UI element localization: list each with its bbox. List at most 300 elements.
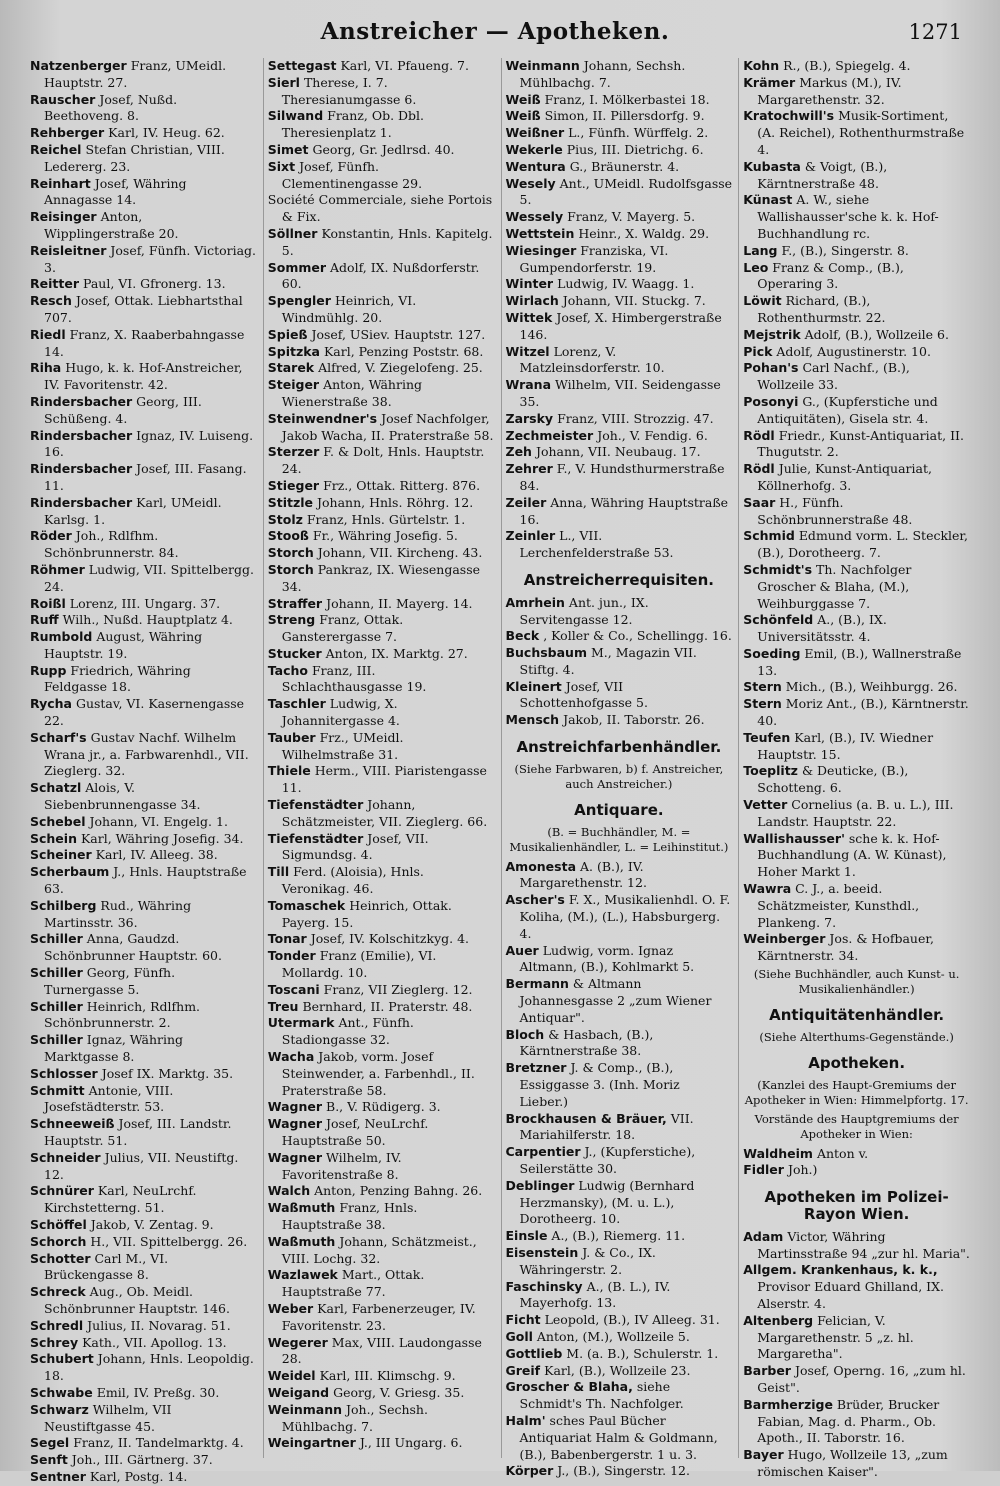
- entry-details: Johann, VII. Kircheng. 43.: [317, 545, 483, 561]
- entry-details: Josef, VII Schottenhofgasse 5.: [519, 678, 648, 711]
- entry-name: Riedl: [30, 326, 66, 342]
- directory-entry: [268, 1234, 495, 1268]
- entry-details: Josef, Nußd. Beethoveng. 8.: [44, 91, 178, 124]
- directory-entry: [30, 243, 257, 277]
- entry-details: J., (B.), Singerstr. 12.: [557, 1463, 690, 1479]
- directory-entry: [30, 629, 257, 663]
- directory-entry: [506, 276, 733, 293]
- entry-details: Fr., Währing Josefig. 5.: [312, 528, 458, 544]
- entry-name: Schmid: [743, 528, 795, 544]
- entry-name: Waldheim: [743, 1145, 813, 1161]
- entry-details: Karl, (B.), IV. Wiedner Hauptstr. 15.: [757, 729, 934, 762]
- entry-name: Barmherzige: [743, 1396, 833, 1412]
- section-note: (Kanzlei des Haupt-Gremiums der Apotheker in Wien: Himmelpfortg. 17.: [744, 1077, 969, 1107]
- entry-name: Ascher's: [505, 892, 565, 908]
- entry-name: Wesely: [505, 175, 556, 191]
- directory-entry: [743, 394, 970, 428]
- directory-entry: [268, 612, 495, 646]
- entry-name: Rauscher: [30, 91, 96, 107]
- directory-entry: [506, 461, 733, 495]
- directory-entry: [268, 596, 495, 613]
- columns: [30, 58, 970, 1484]
- entry-name: Walch: [267, 1183, 311, 1199]
- directory-entry: [743, 881, 970, 931]
- entry-details: Bernhard, II. Praterstr. 48.: [302, 998, 473, 1014]
- directory-entry: [30, 612, 257, 629]
- entry-name: Wagner: [267, 1099, 323, 1115]
- entry-details: Josef Nachfolger, Jakob Wacha, II. Praterstraße 58.: [281, 410, 494, 443]
- entry-name: Waßmuth: [267, 1200, 336, 1216]
- entry-details: Ludwig, VII. Spittelbergg. 24.: [44, 561, 254, 594]
- entry-name: Tacho: [267, 662, 308, 678]
- entry-name: Groscher & Blaha,: [505, 1379, 633, 1395]
- directory-entry: [743, 1162, 970, 1179]
- entry-name: Weber: [267, 1300, 314, 1316]
- entry-name: Schwabe: [30, 1384, 93, 1400]
- directory-entry: [743, 260, 970, 294]
- entry-name: Pohan's: [743, 360, 799, 376]
- directory-entry: [268, 495, 495, 512]
- entry-details: Anton v.: [816, 1145, 869, 1161]
- directory-entry: [743, 159, 970, 193]
- entry-name: Weigand: [267, 1384, 330, 1400]
- entry-name: Rindersbacher: [30, 461, 133, 477]
- directory-entry: [30, 1385, 257, 1402]
- entry-details: Ant., Fünfh. Stadiongasse 32.: [281, 1015, 414, 1048]
- entry-name: Toeplitz: [743, 763, 798, 779]
- entry-name: Ficht: [505, 1312, 541, 1328]
- entry-name: Sentner: [30, 1468, 86, 1484]
- entry-name: Tomaschek: [267, 897, 346, 913]
- entry-details: Heinrich, VI. Windmühlg. 20.: [281, 293, 417, 325]
- directory-entry: [268, 797, 495, 831]
- directory-entry: [268, 159, 495, 193]
- entry-name: Stolz: [267, 511, 303, 527]
- entry-name: Witzel: [505, 343, 550, 359]
- entry-details: Anna, Währing Hauptstraße 16.: [519, 494, 729, 527]
- directory-entry: [743, 1229, 970, 1263]
- entry-details: , Koller & Co., Schellingg. 16.: [543, 628, 732, 644]
- entry-name: Vetter: [743, 797, 788, 813]
- entry-name: Saar: [743, 494, 776, 510]
- column-1: [30, 58, 257, 1484]
- entry-name: Greif: [505, 1362, 541, 1378]
- entry-details: Joh., Rdlfhm. Schönbrunnerstr. 84.: [44, 528, 179, 561]
- entry-name: Bayer: [743, 1447, 784, 1463]
- entry-name: Spitzka: [267, 343, 320, 359]
- directory-entry: [268, 293, 495, 327]
- entry-details: Konstantin, Hnls. Kapitelg. 5.: [281, 225, 493, 258]
- directory-entry: [30, 1183, 257, 1217]
- directory-entry: [743, 679, 970, 696]
- directory-entry: [30, 696, 257, 730]
- entry-details: J. & Comp., (B.), Essiggasse 3. (Inh. Moriz Lieber.): [519, 1060, 680, 1109]
- directory-entry: [743, 192, 970, 242]
- entry-details: J., III Ungarg. 6.: [359, 1435, 463, 1451]
- directory-entry: [268, 1301, 495, 1335]
- entry-details: Hugo, Wollzeile 13, „zum römischen Kaiser".: [757, 1447, 948, 1479]
- entry-name: Allgem. Krankenhaus, k. k.,: [743, 1262, 938, 1278]
- entry-name: Wentura: [505, 158, 566, 174]
- entry-name: Tonar: [267, 931, 307, 947]
- entry-details: Ludwig (Bernhard Herzmansky), (M. u. L.), Dorotheerg. 10.: [519, 1177, 695, 1227]
- entry-details: Franz, III. Schlachthausgasse 19.: [281, 662, 427, 695]
- entry-name: Schebel: [30, 813, 86, 829]
- entry-details: Musik-Sortiment, (A. Reichel), Rothenthurmstraße 4.: [757, 108, 965, 157]
- entry-details: Johann, Hnls. Röhrg. 12.: [317, 494, 474, 510]
- entry-name: Schredl: [30, 1317, 84, 1333]
- entry-details: Josef, IV. Kolschitzkyg. 4.: [310, 931, 470, 947]
- entry-details: Ignaz, Währing Marktgasse 8.: [44, 1032, 184, 1065]
- entry-name: Stitzle: [267, 494, 314, 510]
- entry-details: & Voigt, (B.), Kärntnerstraße 48.: [757, 158, 888, 191]
- directory-entry: [268, 948, 495, 982]
- entry-name: Schönfeld: [743, 612, 814, 628]
- entry-name: Einsle: [505, 1228, 548, 1244]
- entry-details: Richard, (B.), Rothenthurmstr. 22.: [757, 293, 886, 325]
- entry-name: Schorch: [30, 1233, 87, 1249]
- entry-details: Karl, III. Klimschg. 9.: [319, 1368, 456, 1384]
- page-number: 1271: [908, 20, 962, 44]
- entry-details: Franz, UMeidl. Hauptstr. 27.: [44, 58, 227, 90]
- directory-entry: [268, 226, 495, 260]
- entry-name: Treu: [267, 998, 299, 1014]
- directory-entry: [506, 712, 733, 729]
- entry-name: Storch: [267, 545, 314, 561]
- entry-name: Rehberger: [30, 125, 105, 141]
- section-note: (Siehe Buchhändler, auch Kunst- u. Musikalienhändler.): [753, 967, 960, 997]
- entry-details: Franz, VII Zieglerg. 12.: [323, 981, 473, 997]
- entry-name: Krämer: [743, 74, 796, 90]
- entry-name: Kleinert: [505, 678, 562, 694]
- entry-name: Kohn: [743, 58, 780, 73]
- directory-entry: [268, 58, 495, 75]
- entry-details: Josef, NeuLrchf. Hauptstraße 50.: [281, 1116, 429, 1148]
- directory-entry: [743, 108, 970, 158]
- directory-entry: [506, 428, 733, 445]
- directory-entry: [506, 1413, 733, 1463]
- entry-name: Schiller: [30, 998, 83, 1014]
- entry-details: Antonie, VIII. Josefstädterstr. 53.: [44, 1082, 174, 1115]
- entry-name: Schubert: [30, 1351, 94, 1367]
- entry-name: Kubasta: [743, 158, 801, 174]
- directory-entry: [743, 612, 970, 646]
- entry-details: Franz, VIII. Strozzig. 47.: [557, 410, 714, 426]
- entry-details: Karl, (B.), Wollzeile 23.: [544, 1362, 691, 1378]
- directory-entry: [506, 892, 733, 942]
- directory-entry: [506, 1329, 733, 1346]
- entry-details: Kath., VII. Apollog. 13.: [82, 1334, 227, 1350]
- entry-details: Anton, Penzing Bahng. 26.: [314, 1183, 483, 1199]
- entry-details: Aug., Ob. Meidl. Schönbrunner Hauptstr. 146.: [44, 1284, 230, 1316]
- directory-entry: [268, 1267, 495, 1301]
- directory-entry: [506, 344, 733, 378]
- directory-entry: [743, 1447, 970, 1481]
- entry-details: Société Commerciale, siehe Portois & Fix.: [267, 192, 493, 225]
- entry-details: Anton, (M.), Wollzeile 5.: [536, 1328, 690, 1344]
- directory-entry: [30, 1452, 257, 1469]
- entry-name: Stieger: [267, 477, 320, 493]
- directory-entry: [30, 999, 257, 1033]
- entry-details: Franz, I. Mölkerbastei 18.: [544, 91, 710, 107]
- entry-details: A. (B.), IV. Margarethenstr. 12.: [519, 858, 647, 891]
- entry-details: Joh., III. Gärtnerg. 37.: [71, 1452, 213, 1468]
- entry-name: Simet: [267, 141, 309, 157]
- entry-details: Josef, III. Landstr. Hauptstr. 51.: [44, 1116, 232, 1148]
- entry-details: J., (Kupferstiche), Seilerstätte 30.: [519, 1144, 696, 1177]
- directory-entry: [506, 176, 733, 210]
- directory-entry: [506, 1144, 733, 1178]
- entry-name: Auer: [505, 942, 539, 958]
- entry-details: Friedrich, Währing Feldgasse 18.: [44, 662, 191, 695]
- directory-entry: [506, 1379, 733, 1413]
- section-heading: Antiquitätenhändler.: [769, 1006, 945, 1025]
- directory-entry: [743, 58, 970, 75]
- directory-entry: [268, 1015, 495, 1049]
- directory-entry: [743, 730, 970, 764]
- entry-details: F., (B.), Singerstr. 8.: [781, 242, 909, 258]
- entry-details: Julius, VII. Neustiftg. 12.: [44, 1149, 239, 1182]
- entry-details: Karl, Währing Josefig. 34.: [80, 830, 244, 846]
- entry-name: Bermann: [505, 976, 569, 992]
- entry-name: Rödl: [743, 427, 775, 443]
- entry-details: F., V. Hundsthurmerstraße 84.: [519, 461, 725, 493]
- entry-name: Wegerer: [267, 1334, 328, 1350]
- entry-details: Adolf, (B.), Wollzeile 6.: [804, 326, 949, 342]
- entry-details: Markus (M.), IV. Margarethenstr. 32.: [757, 74, 902, 107]
- section-heading: Apotheken.: [808, 1053, 906, 1072]
- entry-details: & Deuticke, (B.), Schotteng. 6.: [757, 763, 909, 796]
- entry-name: Reitter: [30, 276, 79, 292]
- entry-details: Josef, Fünfh. Clementinengasse 29.: [281, 158, 423, 191]
- entry-details: Karl, UMeidl. Karlsg. 1.: [44, 494, 222, 527]
- entry-name: Wettstein: [505, 225, 575, 241]
- entry-details: Emil, IV. Preßg. 30.: [96, 1384, 220, 1400]
- directory-entry: [506, 528, 733, 562]
- directory-entry: [506, 209, 733, 226]
- entry-name: Zeiler: [505, 494, 547, 510]
- directory-entry: [506, 645, 733, 679]
- entry-name: Toscani: [267, 981, 320, 997]
- entry-details: Karl, NeuLrchf. Kirchstetterng. 51.: [44, 1183, 197, 1216]
- entry-name: Schein: [30, 830, 77, 846]
- entry-details: Ludwig, X. Johannitergasse 4.: [281, 696, 400, 729]
- entry-name: Halm': [505, 1412, 546, 1428]
- entry-name: Wekerle: [505, 141, 563, 157]
- directory-entry: [30, 394, 257, 428]
- directory-entry: [30, 1066, 257, 1083]
- entry-name: Weinberger: [743, 931, 826, 947]
- directory-entry: [743, 562, 970, 612]
- entry-name: Settegast: [267, 58, 337, 73]
- directory-entry: [506, 1312, 733, 1329]
- entry-name: Reisinger: [30, 209, 97, 225]
- directory-entry: [743, 1313, 970, 1363]
- entry-details: Heinr., X. Waldg. 29.: [578, 225, 710, 241]
- entry-details: Franz, Hnls. Hauptstraße 38.: [281, 1200, 418, 1232]
- entry-details: Ludwig, vorm. Ignaz Altmann, (B.), Kohlmarkt 5.: [519, 942, 695, 975]
- section-heading: Antiquare.: [574, 800, 664, 819]
- entry-details: Rud., Währing Martinsstr. 36.: [44, 897, 192, 930]
- entry-details: Johann, Sechsh. Mühlbachg. 7.: [519, 58, 686, 90]
- directory-entry: [30, 461, 257, 495]
- directory-entry: [506, 58, 733, 92]
- entry-name: Weidel: [267, 1368, 316, 1384]
- entry-name: Wazlawek: [267, 1267, 338, 1283]
- directory-entry: [30, 1032, 257, 1066]
- directory-entry: [30, 1217, 257, 1234]
- entry-name: Schmitt: [30, 1082, 85, 1098]
- entry-details: Wilhelm, VII Neustiftgasse 45.: [44, 1401, 172, 1434]
- entry-details: Herm., VIII. Piaristengasse 11.: [281, 763, 487, 796]
- directory-entry: [268, 999, 495, 1016]
- entry-details: Jakob, II. Taborstr. 26.: [563, 712, 705, 728]
- section-note: (Siehe Farbwaren, b) f. Anstreicher, auch Anstreicher.): [514, 761, 724, 791]
- entry-details: Moriz Ant., (B.), Kärntnerstr. 40.: [757, 696, 969, 729]
- entry-details: Lorenz, V. Matzleinsdorferstr. 10.: [519, 343, 665, 376]
- entry-name: Rindersbacher: [30, 393, 133, 409]
- entry-details: Franz, Hnls. Gürtelstr. 1.: [306, 511, 466, 527]
- page-header: [20, 18, 970, 58]
- directory-entry: [506, 377, 733, 411]
- entry-details: Ferd. (Aloisia), Hnls. Veronikag. 46.: [281, 864, 424, 897]
- entry-details: Leopold, (B.), IV Alleeg. 31.: [544, 1312, 720, 1328]
- entry-name: Schmidt's: [743, 561, 813, 577]
- directory-entry: [506, 595, 733, 629]
- entry-name: Rindersbacher: [30, 494, 133, 510]
- entry-details: Heinrich, Ottak. Payerg. 15.: [281, 897, 452, 930]
- entry-details: Josef, Operng. 16, „zum hl. Geist".: [757, 1363, 966, 1395]
- section-note: (B. = Buchhändler, M. = Musikalienhändler, L. = Leihinstitut.): [509, 824, 729, 854]
- directory-entry: [30, 276, 257, 293]
- entry-name: Weiß: [505, 91, 541, 107]
- entry-name: Söllner: [267, 225, 318, 241]
- entry-details: F. & Dolt, Hnls. Hauptstr. 24.: [281, 444, 485, 477]
- entry-details: B., V. Rüdigerg. 3.: [326, 1099, 441, 1115]
- entry-details: Ignaz, IV. Luiseng. 16.: [44, 427, 254, 460]
- entry-details: Wilhelm, VII. Seidengasse 35.: [519, 377, 721, 409]
- directory-entry: [268, 730, 495, 764]
- entry-name: Beck: [505, 628, 540, 644]
- entry-details: Joh., V. Fendig. 6.: [597, 427, 708, 443]
- entry-details: Georg, Gr. Jedlrsd. 40.: [312, 141, 455, 157]
- directory-entry: [506, 1363, 733, 1380]
- column-4: [738, 58, 970, 1479]
- entry-details: G., (Kupferstiche und Antiquitäten), Gisela str. 4.: [757, 393, 938, 426]
- directory-entry: [30, 931, 257, 965]
- entry-details: Josef, VII. Sigmundsg. 4.: [281, 830, 429, 863]
- entry-name: Sommer: [267, 259, 327, 275]
- entry-name: Bloch: [505, 1026, 545, 1042]
- directory-entry: [30, 1150, 257, 1184]
- entry-details: Provisor Eduard Ghilland, IX. Alserstr. 4.: [757, 1279, 944, 1311]
- entry-name: Straffer: [267, 595, 323, 611]
- directory-entry: [30, 1318, 257, 1335]
- entry-name: Mensch: [505, 712, 560, 728]
- directory-entry: [506, 1060, 733, 1110]
- entry-name: Wallishausser': [743, 830, 845, 846]
- entry-name: Weinmann: [505, 58, 580, 73]
- entry-details: Pankraz, IX. Wiesengasse 34.: [281, 561, 481, 594]
- directory-entry: [30, 495, 257, 529]
- entry-details: Anton, Währing Wienerstraße 38.: [281, 377, 422, 409]
- entry-name: Reisleitner: [30, 242, 107, 258]
- entry-name: Adam: [743, 1228, 784, 1244]
- entry-details: Georg, III. Schüßeng. 4.: [44, 393, 202, 426]
- entry-name: Schreck: [30, 1284, 86, 1300]
- directory-entry: [506, 125, 733, 142]
- entry-name: Weinmann: [267, 1401, 343, 1417]
- entry-name: Schneeweiß: [30, 1116, 115, 1132]
- entry-name: Wittek: [505, 309, 553, 325]
- entry-name: Goll: [505, 1328, 533, 1344]
- entry-name: Buchsbaum: [505, 645, 587, 661]
- directory-entry: [268, 1335, 495, 1369]
- entry-details: Emil, (B.), Wallnerstraße 13.: [757, 645, 962, 678]
- entry-details: H., Fünfh. Schönbrunnerstraße 48.: [757, 494, 913, 527]
- entry-name: Schnürer: [30, 1183, 94, 1199]
- entry-details: Simon, II. Pillersdorfg. 9.: [544, 108, 705, 124]
- entry-details: Alois, V. Siebenbrunnengasse 34.: [44, 780, 201, 813]
- directory-entry: [30, 125, 257, 142]
- entry-details: Franz, V. Mayerg. 5.: [567, 209, 696, 225]
- entry-details: Th. Nachfolger Groscher & Blaha, (M.), Weihburggasse 7.: [757, 561, 912, 611]
- entry-details: M. (a. B.), Schulerstr. 1.: [566, 1345, 719, 1361]
- directory-entry: [506, 1027, 733, 1061]
- directory-entry: [268, 663, 495, 697]
- directory-entry: [30, 1083, 257, 1117]
- entry-name: Tiefenstädter: [267, 797, 364, 813]
- entry-details: Pius, III. Dietrichg. 6.: [566, 141, 704, 157]
- directory-entry: [506, 943, 733, 977]
- entry-details: Frz., UMeidl. Wilhelmstraße 31.: [281, 729, 404, 762]
- entry-details: Josef, USiev. Hauptstr. 127.: [311, 326, 486, 342]
- directory-entry: [506, 243, 733, 277]
- entry-details: Heinrich, Rdlfhm. Schönbrunnerstr. 2.: [44, 998, 201, 1031]
- directory-entry: [268, 528, 495, 545]
- directory-entry: [30, 1284, 257, 1318]
- entry-name: Gottlieb: [505, 1345, 563, 1361]
- entry-name: Stucker: [267, 645, 322, 661]
- entry-name: Faschinsky: [505, 1278, 583, 1294]
- entry-details: Joh.): [787, 1162, 818, 1178]
- directory-entry: [506, 976, 733, 1026]
- entry-details: Julius, II. Novarag. 51.: [87, 1317, 231, 1333]
- directory-entry: [743, 696, 970, 730]
- directory-entry: [268, 898, 495, 932]
- entry-name: Rumbold: [30, 629, 93, 645]
- entry-details: Karl, Farbenerzeuger, IV. Favoritenstr. 23.: [281, 1300, 476, 1333]
- entry-name: Posonyi: [743, 393, 799, 409]
- entry-name: Senft: [30, 1452, 68, 1468]
- entry-name: Pick: [743, 343, 773, 359]
- directory-entry: [30, 142, 257, 176]
- directory-entry: [506, 1463, 733, 1480]
- entry-name: Till: [267, 864, 290, 880]
- entry-details: Franz, X. Raaberbahngasse 14.: [44, 326, 245, 359]
- entry-name: Stern: [743, 679, 782, 695]
- entry-name: Schöffel: [30, 1216, 87, 1232]
- entry-details: Felician, V. Margarethenstr. 5 „z. hl. Margaretha".: [757, 1312, 914, 1362]
- entry-details: Anton, Wipplingerstraße 20.: [44, 209, 179, 241]
- entry-details: Mart., Ottak. Hauptstraße 77.: [281, 1267, 425, 1300]
- entry-details: L., VII. Lerchenfelderstraße 53.: [519, 528, 674, 561]
- directory-entry: [506, 159, 733, 176]
- directory-entry: [30, 831, 257, 848]
- entry-name: Rindersbacher: [30, 427, 133, 443]
- directory-entry: [30, 562, 257, 596]
- entry-details: Lorenz, III. Ungarg. 37.: [69, 595, 221, 611]
